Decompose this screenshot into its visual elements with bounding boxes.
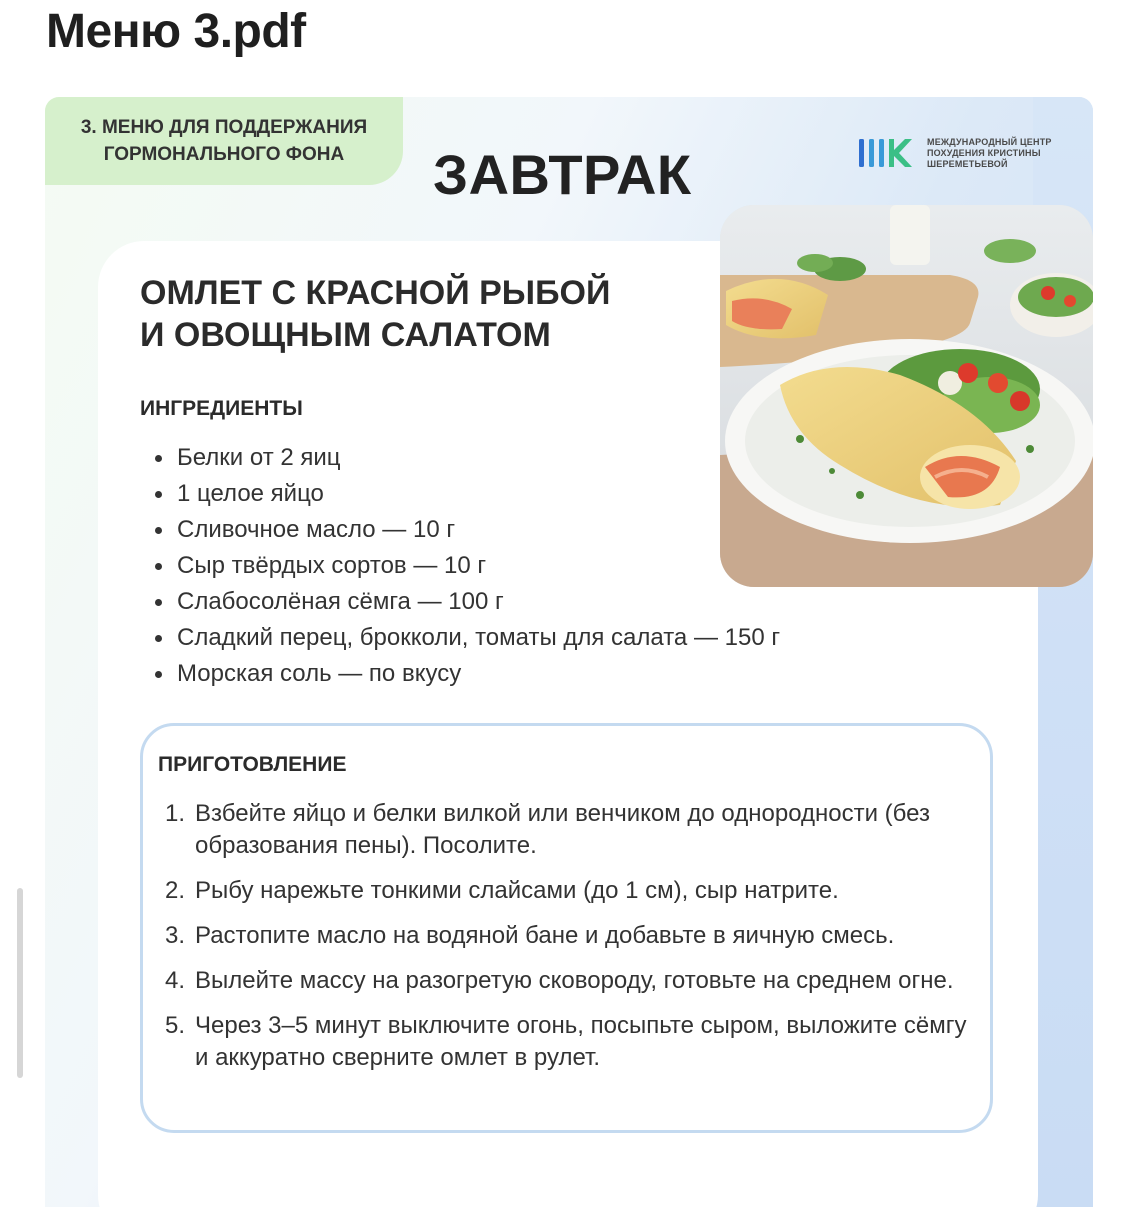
section-tag-line: 3. МЕНЮ ДЛЯ ПОДДЕРЖАНИЯ xyxy=(80,117,368,138)
ingredients-list xyxy=(140,440,780,692)
pdf-page[interactable] xyxy=(45,97,1093,1207)
recipe-title xyxy=(140,272,610,356)
step-text: Взбейте яйцо и белки вилкой или венчиком до однородности (без образования пены). Посолите. xyxy=(195,800,930,859)
ingredient-item: Сыр твёрдых сортов — 10 г xyxy=(140,548,780,584)
step-number: 5. xyxy=(165,1012,186,1039)
preparation-step xyxy=(161,875,981,907)
logo-text-line: МЕЖДУНАРОДНЫЙ ЦЕНТР xyxy=(927,136,1052,147)
recipe-title-line: И ОВОЩНЫМ САЛАТОМ xyxy=(140,316,551,354)
step-number: 4. xyxy=(165,967,186,994)
ingredient-item: Белки от 2 яиц xyxy=(140,440,780,476)
ingredient-item: Морская соль — по вкусу xyxy=(140,656,780,692)
logo-mark-icon xyxy=(857,135,915,171)
logo-text-line: ПОХУДЕНИЯ КРИСТИНЫ xyxy=(927,147,1041,158)
center-logo xyxy=(857,135,1052,171)
step-text: Вылейте массу на разогретую сковороду, готовьте на среднем огне. xyxy=(195,967,954,994)
ingredients-heading: ИНГРЕДИЕНТЫ xyxy=(140,397,303,420)
step-text: Рыбу нарежьте тонкими слайсами (до 1 см), сыр натрите. xyxy=(195,877,839,904)
preparation-heading: ПРИГОТОВЛЕНИЕ xyxy=(158,753,347,776)
logo-text-line: ШЕРЕМЕТЬЕВОЙ xyxy=(927,158,1008,169)
ingredient-item: 1 целое яйцо xyxy=(140,476,780,512)
ingredient-item: Слабосолёная сёмга — 100 г xyxy=(140,584,780,620)
preparation-step xyxy=(161,1010,981,1074)
preparation-steps xyxy=(161,798,981,1087)
scrollbar-thumb[interactable] xyxy=(17,888,23,1078)
step-number: 2. xyxy=(165,877,186,904)
recipe-title-line: ОМЛЕТ С КРАСНОЙ РЫБОЙ xyxy=(140,274,611,312)
ingredient-item: Сладкий перец, брокколи, томаты для салата — 150 г xyxy=(140,620,780,656)
logo-text xyxy=(927,137,1052,170)
step-number: 1. xyxy=(165,800,186,827)
preparation-box xyxy=(140,723,993,1133)
section-tag xyxy=(45,97,403,185)
step-text: Через 3–5 минут выключите огонь, посыпьте сыром, выложите сёмгу и аккуратно сверните омлет в рулет. xyxy=(195,1012,967,1071)
preparation-step xyxy=(161,798,981,862)
document-title: Меню 3.pdf xyxy=(46,5,306,58)
section-tag-line: ГОРМОНАЛЬНОГО ФОНА xyxy=(103,144,345,165)
step-text: Растопите масло на водяной бане и добавьте в яичную смесь. xyxy=(195,922,895,949)
step-number: 3. xyxy=(165,922,186,949)
ingredient-item: Сливочное масло — 10 г xyxy=(140,512,780,548)
preparation-step xyxy=(161,920,981,952)
preparation-step xyxy=(161,965,981,997)
meal-title: ЗАВТРАК xyxy=(433,143,692,206)
